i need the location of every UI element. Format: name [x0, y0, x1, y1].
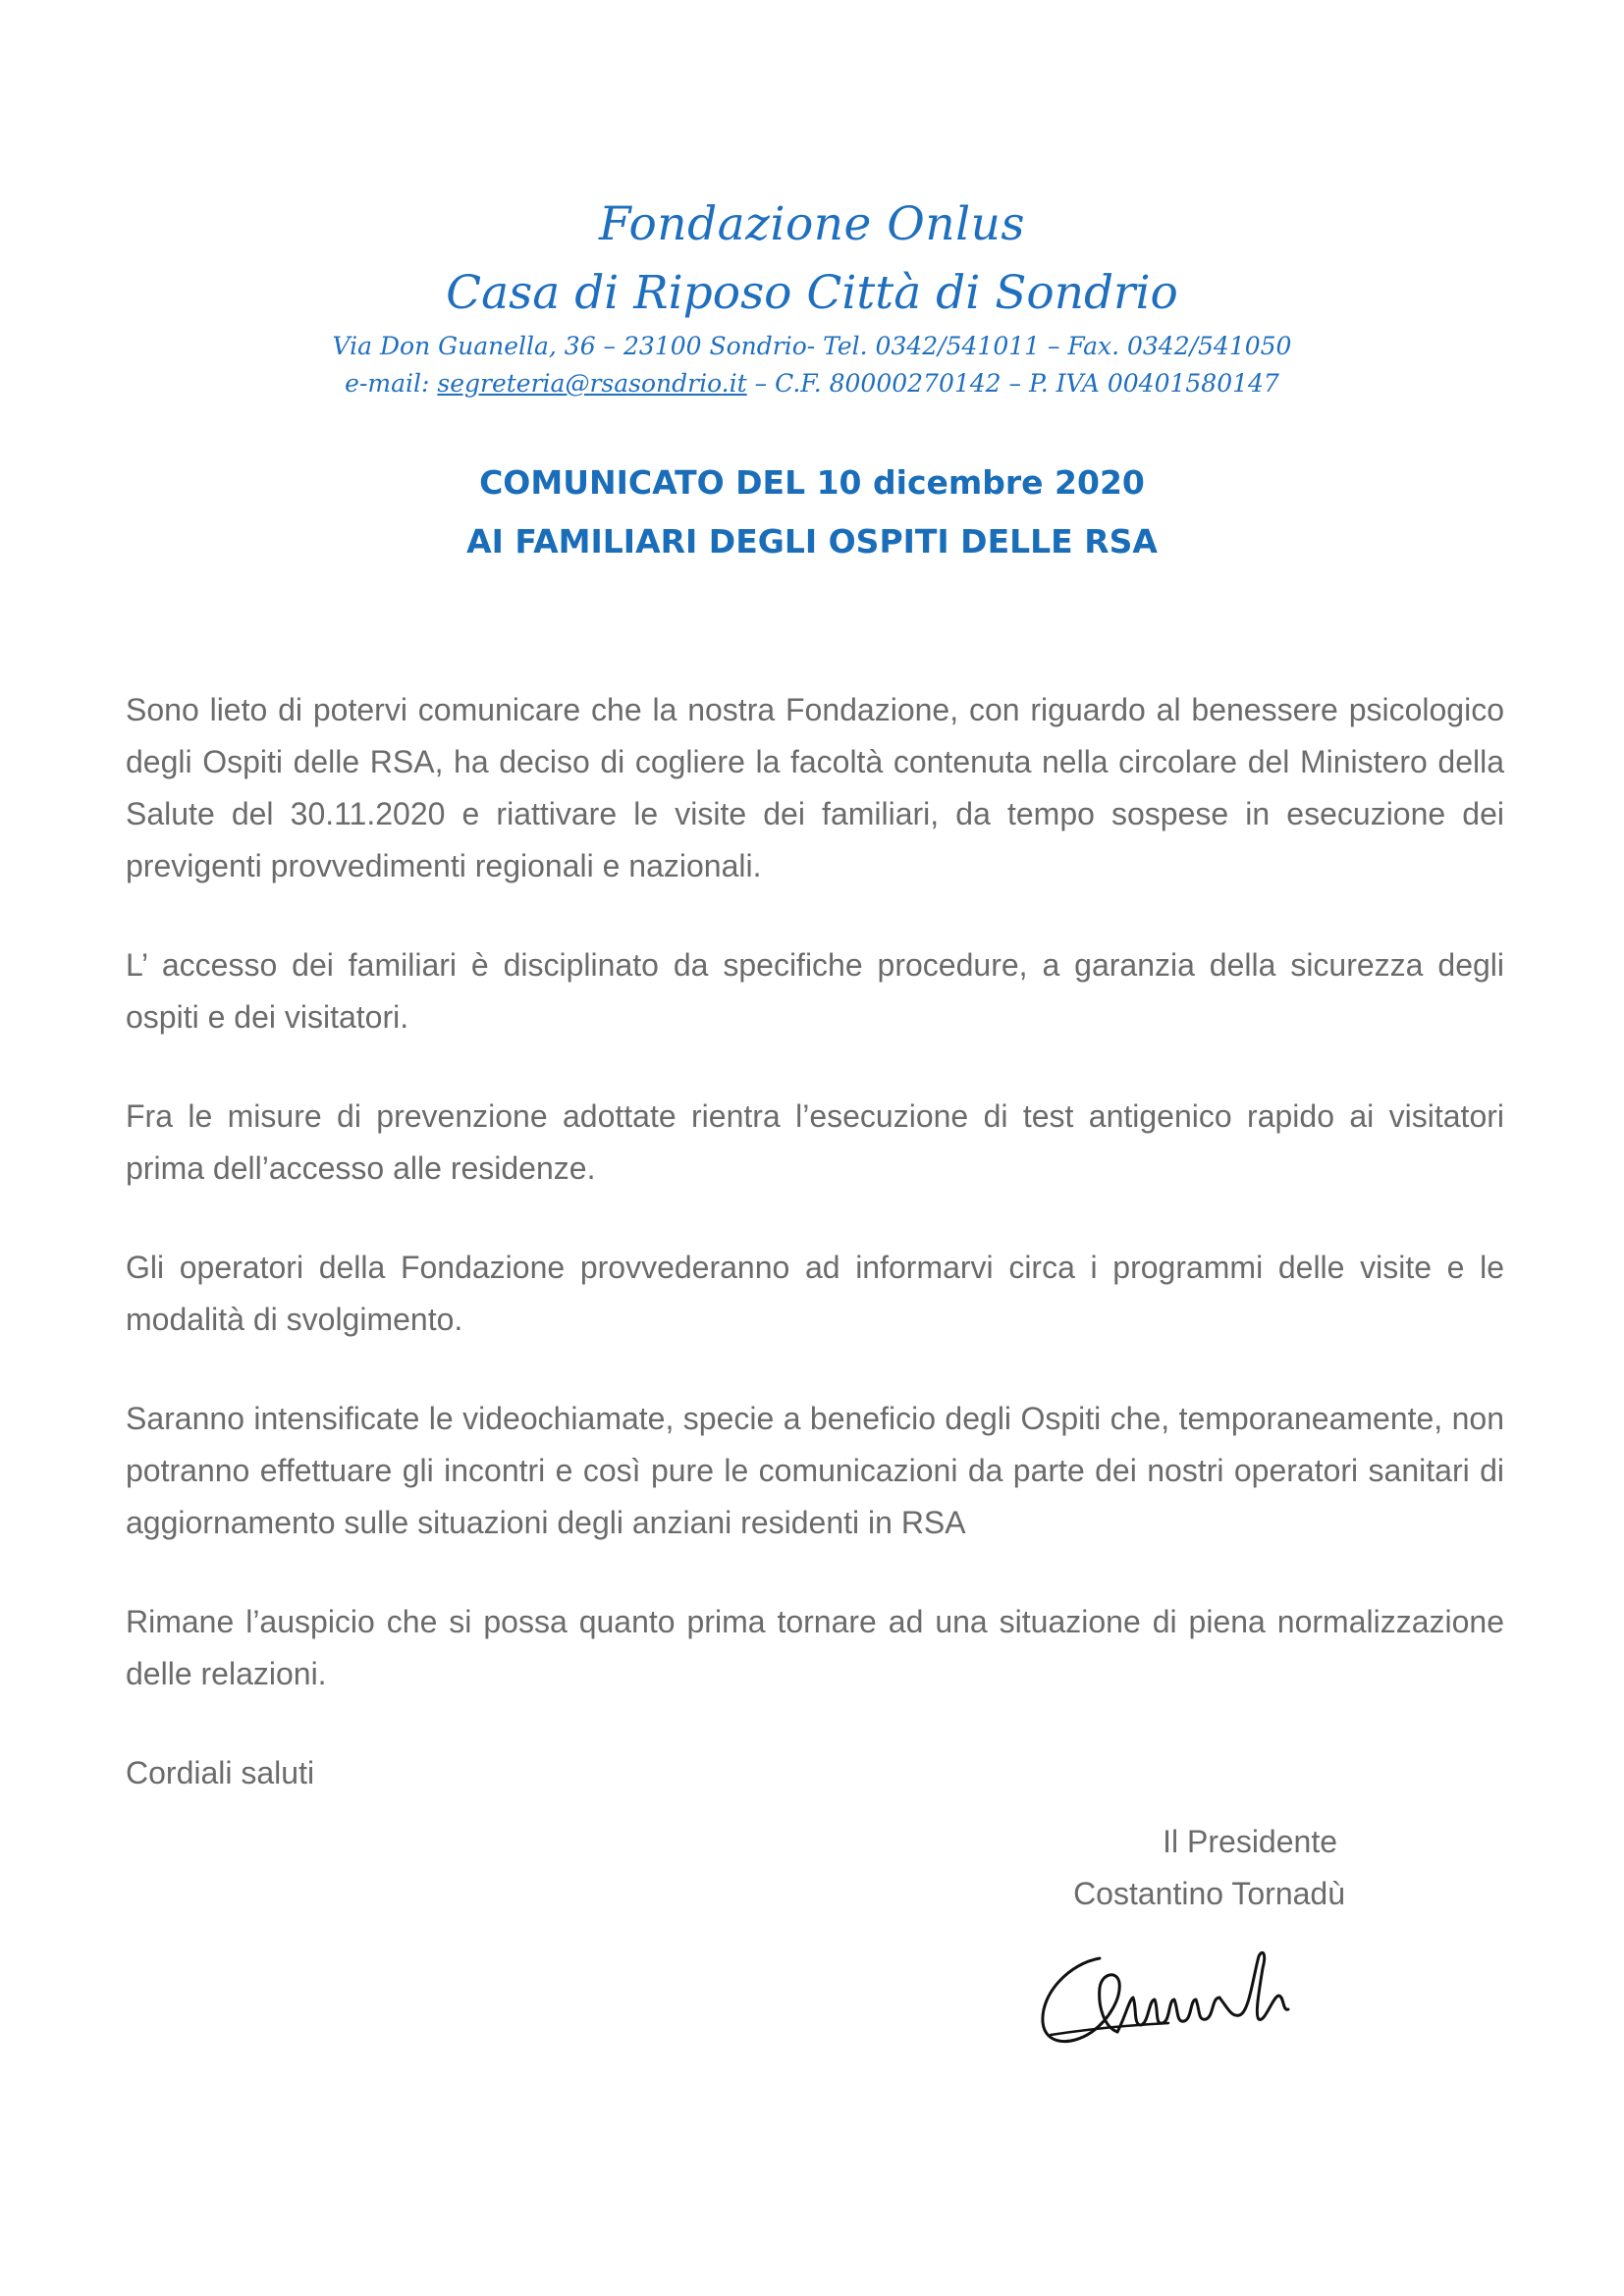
letterhead-tax-ids: – C.F. 80000270142 – P. IVA 00401580147 — [746, 369, 1279, 398]
body-paragraph-2: L’ accesso dei familiari è disciplinato da specifiche procedure, a garanzia della sicurezza degli ospiti e dei visitatori. — [126, 947, 1504, 1035]
body-paragraph-6: Rimane l’auspicio che si possa quanto prima tornare ad una situazione di piena normalizzazione delle relazioni. — [126, 1604, 1504, 1691]
document-title — [0, 454, 1624, 571]
body-paragraph-3: Fra le misure di prevenzione adottate rientra l’esecuzione di test antigenico rapido ai visitatori prima dell’accesso alle residenze. — [126, 1098, 1504, 1186]
closing-salutation: Cordiali saluti — [126, 1755, 315, 1790]
signatory-name: Costantino Tornadù — [1073, 1876, 1345, 1911]
letterhead — [0, 194, 1624, 402]
letterhead-institution: Casa di Riposo Città di Sondrio — [446, 266, 1178, 320]
letterhead-email-prefix: e-mail: — [345, 369, 438, 398]
document-body — [126, 684, 1504, 1846]
letterhead-foundation: Fondazione Onlus — [598, 197, 1026, 251]
signatory-role: Il Presidente — [1163, 1824, 1337, 1859]
body-paragraph-1: Sono lieto di potervi comunicare che la nostra Fondazione, con riguardo al benessere psicologico degli Ospiti delle RSA, ha deciso di cogliere la facoltà contenuta nella circolare del Ministero della Salute del 30.11.2020 e riattivare le visite dei familiari, da tempo sospese in esecuzione dei previgenti provvedimenti regionali e nazionali. — [126, 692, 1504, 883]
body-paragraph-5: Saranno intensificate le videochiamate, specie a beneficio degli Ospiti che, temporaneamente, non potranno effettuare gli incontri e così pure le comunicazioni da parte dei nostri operatori sanitari di aggiornamento sulle situazioni degli anziani residenti in RSA — [126, 1401, 1504, 1540]
body-paragraph-4: Gli operatori della Fondazione provvederanno ad informarvi circa i programmi delle visite e le modalità di svolgimento. — [126, 1250, 1504, 1337]
title-line-2: AI FAMILIARI DEGLI OSPITI DELLE RSA — [466, 522, 1158, 561]
signature-block — [1011, 1816, 1345, 1920]
letterhead-contact — [0, 365, 1624, 402]
letterhead-address: Via Don Guanella, 36 – 23100 Sondrio- Tel. 0342/541011 – Fax. 0342/541050 — [332, 332, 1292, 360]
handwritten-signature-icon — [1031, 1939, 1306, 2056]
title-line-1: COMUNICATO DEL 10 dicembre 2020 — [479, 463, 1145, 502]
letterhead-email-link[interactable]: segreteria@rsasondrio.it — [437, 369, 747, 398]
